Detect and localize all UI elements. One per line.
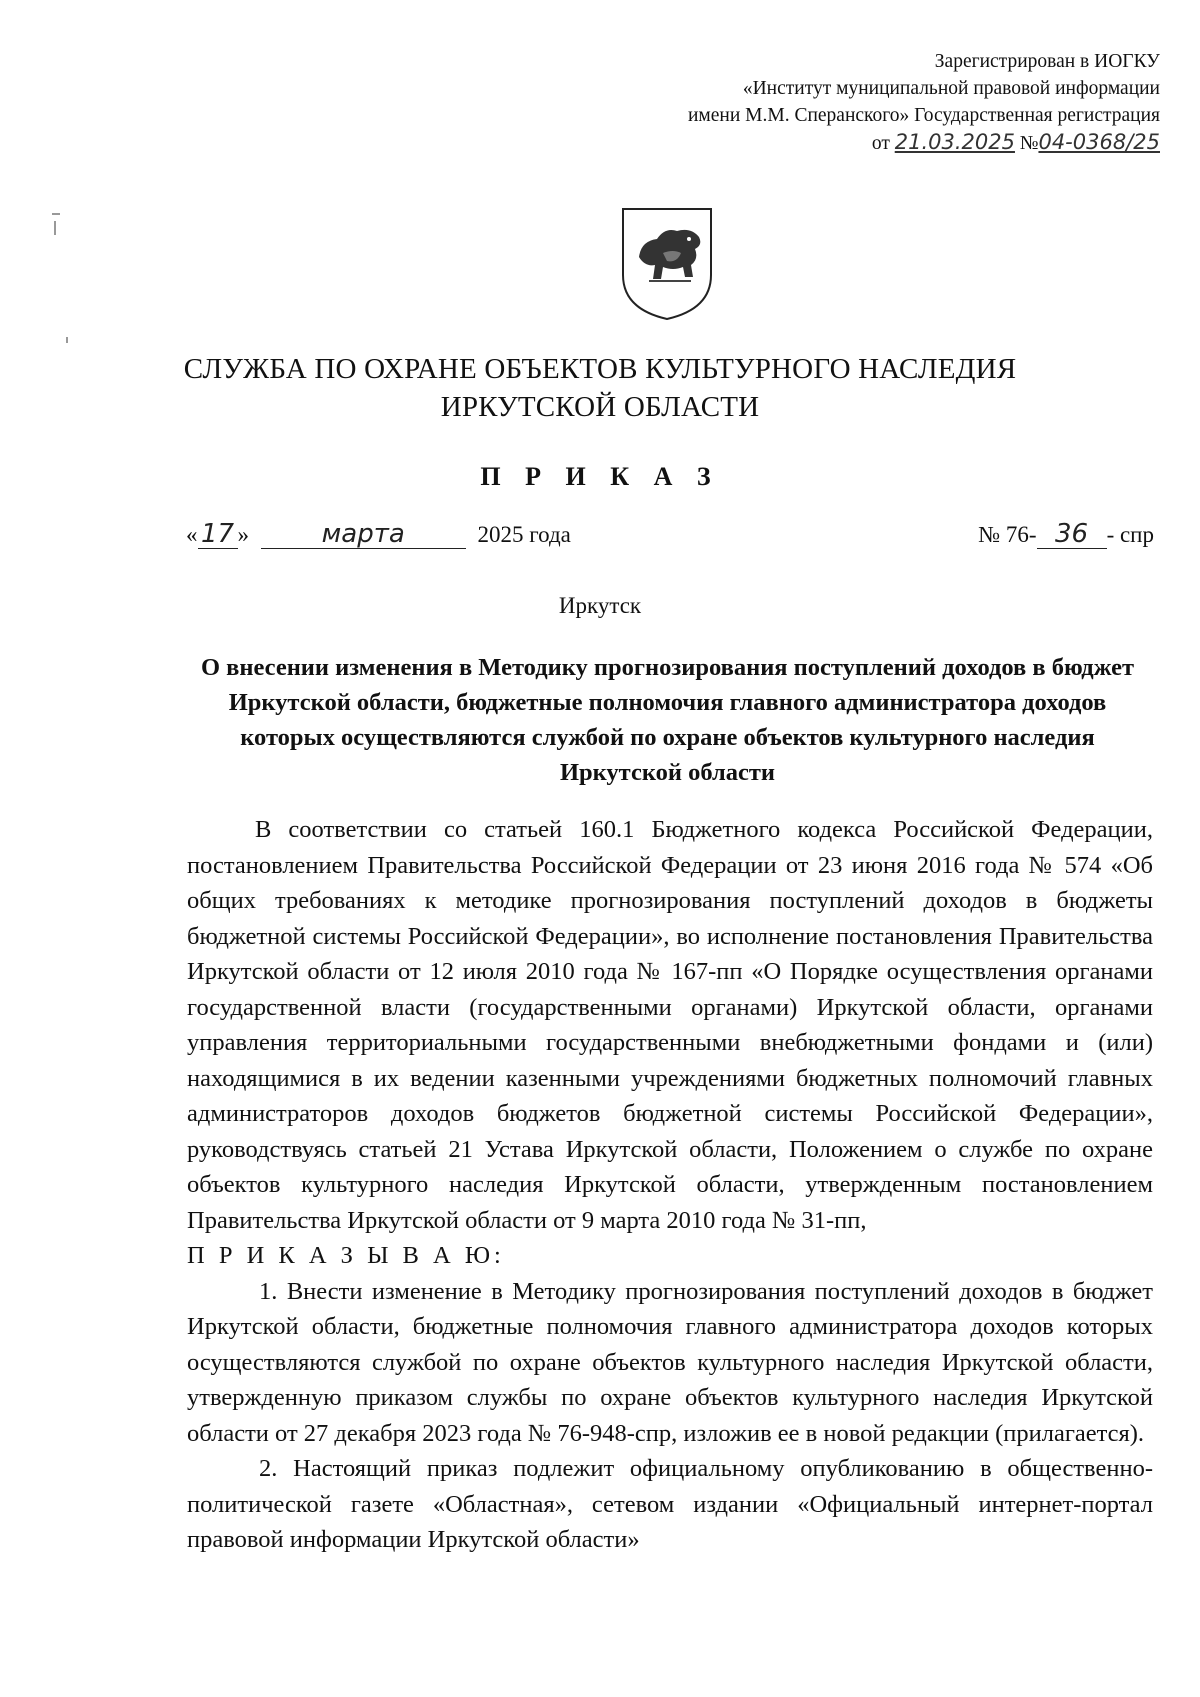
order-number-suffix: - спр [1106,522,1154,547]
order-number [978,520,1154,549]
scan-speck [54,221,56,235]
registration-date: 21.03.2025 [894,130,1015,154]
order-word: П Р И К А З Ы В А Ю: [187,1242,505,1269]
order-number-prefix: № 76- [978,522,1037,547]
registration-number: 04-0368/25 [1038,130,1160,154]
order-title: О внесении изменения в Методику прогнозирования поступлений доходов в бюджет Иркутской области, бюджетные полномочия главного администратора доходов которых осуществляются службой по охране объектов культурного наследия Иркутской области [200,654,1135,786]
organization-name [0,350,1200,426]
registration-from-label: от [871,133,890,154]
city-name: Иркутск [558,593,642,618]
registration-line-4 [688,129,1160,157]
preamble-paragraph: В соответствии со статьей 160.1 Бюджетного кодекса Российской Федерации, постановлением Правительства Российской Федерации от 23 июня 2016 года № 574 «Об общих требованиях к методике прогнозирования поступлений доходов в бюджеты бюджетной системы Российской Федерации», во исполнение постановления Правительства Иркутской области от 12 июля 2010 года № 167-пп «О Порядке осуществления органами государственной власти (государственными органами) Иркутской области, органами управления территориальными государственными внебюджетными фондами и (или) находящимися в их ведении казенными учреждениями бюджетных полномочий главных администраторов доходов бюджетов бюджетной системы Российской Федерации», руководствуясь статьей 21 Устава Иркутской области, Положением о службе по охране объектов культурного наследия Иркутской области, утвержденным постановлением Правительства Иркутской области от 9 марта 2010 года № 31-пп, [187,816,1153,1234]
order-body [187,812,1153,1558]
registration-number-label: № [1019,133,1039,154]
registration-stamp [688,48,1160,157]
organization-line-2: ИРКУТСКОЙ ОБЛАСТИ [440,391,760,423]
open-quote: « [186,522,198,547]
order-item-1: 1. Внести изменение в Методику прогнозирования поступлений доходов в бюджет Иркутской области, бюджетные полномочия главного администратора доходов которых осуществляются службой по охране объектов культурного наследия Иркутской области, утвержденную приказом службы по охране объектов культурного наследия Иркутской области от 27 декабря 2023 года № 76-948-спр, изложив ее в новой редакции (прилагается). [187,1277,1153,1447]
registration-line-2: «Институт муниципальной правовой информации [742,78,1160,99]
order-item-2: 2. Настоящий приказ подлежит официальному опубликованию в общественно-политической газете «Областная», сетевом издании «Официальный интернет-портал правовой информации Иркутской области» [187,1455,1153,1553]
registration-line-3: имени М.М. Сперанского» Государственная регистрация [687,105,1160,126]
order-month: марта [261,520,466,549]
date-and-number-line [186,520,1154,560]
scan-speck [52,213,60,215]
organization-line-1: СЛУЖБА ПО ОХРАНЕ ОБЪЕКТОВ КУЛЬТУРНОГО НАСЛЕДИЯ [183,353,1017,385]
registration-line-1: Зарегистрирован в ИОГКУ [934,51,1160,72]
scan-speck [66,337,68,343]
document-type: П Р И К А З [480,462,720,491]
coat-of-arms-emblem [619,205,715,323]
order-date [186,520,571,549]
order-year: 2025 года [477,522,571,547]
close-quote: » [237,522,249,547]
order-number-value: 36 [1037,520,1107,549]
order-day: 17 [198,520,238,549]
